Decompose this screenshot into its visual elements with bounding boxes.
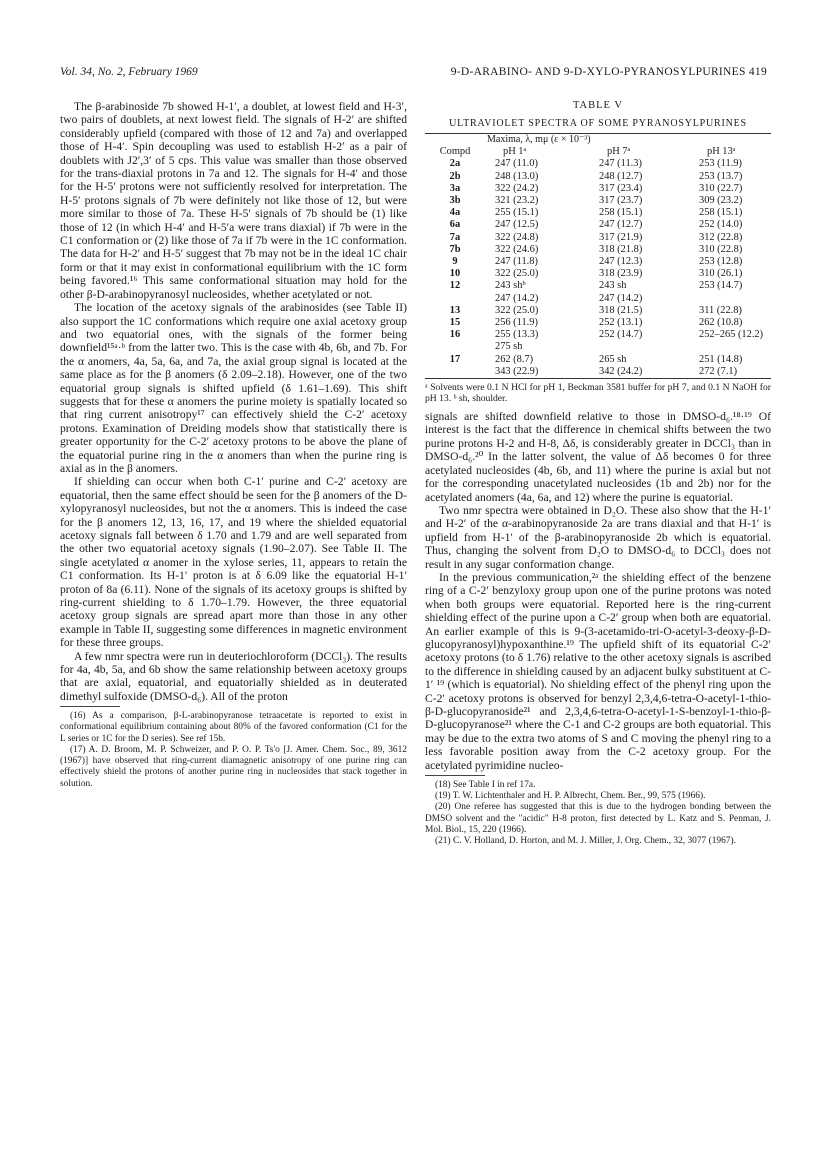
compound-cell: 6a [449,219,461,231]
paragraph: Two nmr spectra were obtained in D₂O. These also show that the H-1′ and H-2′ of the α-arabinopyranoside 2a are trans diaxial and that H-1′ is upfield from H-1′ of the β-arabinopyranoside 2b which is equatorial. Thus, changing the solvent from D₂O to DMSO-d₆ to DCCl₃ does not result in any sugar conformation change. [425,503,771,571]
value-cell: 253 (14.7) [699,280,743,292]
footnote: (16) As a comparison, β-L-arabinopyranose tetraacetate is reported to exist in conformational equilibrium containing about 80% of the favored conformation (C1 for the L series or 1C for the D series). See ref 15b. [60,711,407,744]
compound-cell: 3a [449,182,461,194]
value-cell: 252 (13.1) [599,317,643,329]
table-row [425,256,771,268]
value-cell: 258 (15.1) [599,207,643,219]
footnote-divider [425,775,485,776]
table-row [425,329,771,341]
value-cell: 262 (8.7) [495,353,534,365]
value-cell: 253 (13.7) [699,170,743,182]
value-cell: 318 (23.9) [599,268,643,280]
table-footnote: ᵃ Solvents were 0.1 N HCl for pH 1, Beckman 3581 buffer for pH 7, and 0.1 N NaOH for pH 13. ᵇ sh, shoulder. [425,382,771,405]
compound-cell: 7a [449,231,461,243]
value-cell: 247 (14.2) [599,292,643,304]
value-cell: 342 (24.2) [599,365,643,377]
table-title: ULTRAVIOLET SPECTRA OF SOME PYRANOSYLPURINES [449,118,747,129]
footnote: (21) C. V. Holland, D. Horton, and M. J. Miller, J. Org. Chem., 32, 3077 (1967). [435,836,736,847]
value-cell: 252–265 (12.2) [699,329,764,341]
compound-cell: 2a [449,158,461,170]
table-row [425,341,771,353]
table-row [425,158,771,170]
table-row [425,219,771,231]
compound-cell: 4a [449,207,461,219]
table-rule [425,378,771,379]
footnotes-left [60,711,407,789]
value-cell: 247 (14.2) [495,292,539,304]
value-cell: 252 (14.0) [699,219,743,231]
compound-cell: 7b [449,243,461,255]
value-cell: 253 (11.9) [699,158,742,170]
table-row [425,317,771,329]
value-cell: 310 (22.8) [699,243,743,255]
compound-cell: 3b [449,195,461,207]
value-cell: 310 (22.7) [699,182,743,194]
value-cell: 265 sh [599,353,627,365]
value-cell: 317 (23.7) [599,195,643,207]
compound-cell: 9 [452,256,458,268]
value-cell: 251 (14.8) [699,353,743,365]
table-row [425,268,771,280]
value-cell: 318 (21.5) [599,304,643,316]
value-cell: 247 (11.3) [599,158,642,170]
table-row [425,244,771,256]
value-cell [689,293,771,305]
value-cell: 253 (12.8) [699,256,743,268]
footnote-divider [60,706,120,707]
compound-cell [425,341,485,353]
value-cell: 312 (22.8) [699,231,743,243]
footnote: (19) T. W. Lichtenthaler and H. P. Albrecht, Chem. Ber., 99, 575 (1966). [435,791,706,802]
value-cell: 247 (12.5) [495,219,539,231]
value-cell: 262 (10.8) [699,317,743,329]
footnote: (20) One referee has suggested that this is due to the hydrogen bonding between the DMSO solvent and the "acidic" H-8 proton, first detected by L. Katz and S. Penman, J. Mol. Biol., 15, 220 (1966). [425,802,771,835]
value-cell: 272 (7.1) [699,365,738,377]
paragraph: If shielding can occur when both C-1′ purine and C-2′ acetoxy are equatorial, then the same effect should be seen for the β anomers of the D-xylopyranosyl nucleosides, but not the α anomers. This is indeed the case for the β anomers 12, 13, 16, 17, and 19 where the shielded equatorial acetoxy signals fall between δ 1.70 and 1.79 and are well separated from the other two equatorial acetoxy signals (1.90–2.07). See Table II. The single acetylated α anomer in the xylose series, 11, appears to retain the C1 conformation. Its H-1′ proton is at δ 6.09 like the equatorial H-1′ proton of 8a (6.11). None of the signals of its acetoxy groups is shifted by ring-current shielding to δ 1.70–1.79. However, the three equatorial acetoxy group signals are spread apart more than those in any other example in Table II, suggesting some differences in magnetic environment for these three groups. [60,475,407,650]
compound-cell: 15 [449,317,461,329]
value-cell: 322 (25.0) [495,268,539,280]
compound-cell [425,293,485,305]
compound-cell [425,366,485,378]
footnote: (17) A. D. Broom, M. P. Schweizer, and P. O. P. Ts'o [J. Amer. Chem. Soc., 89, 3612 (1967)] have observed that ring-current diamagnetic anisotropy of one purine ring can effectively shield the protons of another purine ring in nucleosides that stack together in solution. [60,744,407,789]
value-cell: 247 (12.7) [599,219,643,231]
table-label: TABLE V [572,100,623,111]
running-head [60,66,767,82]
column-header: pH 7ᵃ [607,146,631,158]
table-v [425,100,771,404]
table-row [425,183,771,195]
compound-cell: 17 [449,353,461,365]
value-cell [689,341,771,353]
paragraph: In the previous communication,²ᵃ the shielding effect of the benzene ring of a C-2′ benzyloxy group upon one of the purine protons was noted when both groups were equatorial. Reported here is the ring-current shielding effect of the purine upon a C-2′ group when both are equatorial. An earlier example of this is 9-(3-acetamido-tri-O-acetyl-3-deoxy-β-D-glucopyranosyl)hypoxanthine.¹⁹ The upfield shift of its equatorial C-2′ acetoxy protons (to δ 1.76) relative to the other acetoxy signals is ascribed to the difference in shielding caused by an adjacent bulky substituent at C-1′ ¹⁹ (which is equatorial). No shielding effect of the phenyl ring upon the C-2′ acetoxy protons is observed for benzyl 2,3,4,6-tetra-O-acetyl-1-thio-β-D-glucopyranoside²¹ and 2,3,4,6-tetra-O-acetyl-1-S-benzoyl-1-thio-β-D-glucopyranose²¹ where the C-1 and C-2 groups are both equatorial. This may be due to the extra two atoms of S and C moving the phenyl ring to a less favorable position away from the C-2 acetoxy group. For the acetylated pyrimidine nucleo- [425,570,771,772]
table-row [425,354,771,366]
value-cell: 243 sh [599,280,627,292]
footnotes-right [425,780,771,847]
maxima-header: Maxima, λ, mμ (ε × 10⁻³) [487,134,591,145]
paragraph: signals are shifted downfield relative to those in DMSO-d₆.¹⁸·¹⁹ Of interest is the fact that the difference in chemical shifts between the two purine protons H-2 and H-8, Δδ, is considerably greater in DCCl₃ than in DMSO-d₆.²⁰ In the latter solvent, the value of Δδ becomes 0 for three acetylated nucleosides (4b, 6b, and 11) where the purine is axial but not for the corresponding unacetylated nucleosides (1b and 2b) nor for the acetylated anomers (4a, 6a, and 12) where the purine is equatorial. [425,410,771,504]
value-cell: 248 (13.0) [495,170,539,182]
value-cell: 255 (13.3) [495,329,539,341]
column-header: pH 1ᵃ [503,146,527,158]
value-cell: 322 (24.8) [495,231,539,243]
paragraph: The β-arabinoside 7b showed H-1′, a doublet, at lowest field and H-3′, two pairs of doublets, at next lowest field. The signals of H-2′ are shifted considerably upfield (compared with those of 12 and 7a) and overlapped those of H-4′. Spin decoupling was used to establish H-2′ as a pair of doublets with J2′,3′ of 5 cps. This value was smaller than those observed for the trans-diaxial protons in 7a and 12. The signals for H-4′ and those for the H-5′ protons were not sufficiently resolved for interpretation. The H-5′ protons signals of 7b were definitely not like those of 12, but were more similar to those of 7a. These H-5′ signals of 7b should be (1) like those of 12 (in which H-4′ and H-5′a were trans diaxial) if 7b were in the C1 conformation or (2) like those of 7a if 7b were in the 1C conformation. The data for H-2′ and H-5′ suggest that 7b may not be in the ideal 1C chair form or that it may exist in conformational equilibrium with the 1C form being favored.¹⁶ This same conformational situation may hold for the other β-D-arabinopyranosyl nucleosides, whether acetylated or not. [60,100,407,301]
table-row [425,305,771,317]
value-cell: 317 (21.9) [599,231,643,243]
table-row [425,293,771,305]
value-cell: 311 (22.8) [699,304,742,316]
compound-cell: 2b [449,170,461,182]
paragraph: The location of the acetoxy signals of the arabinosides (see Table II) also support the 1C conformations which require one axial acetoxy group and two equatorial ones, with the signals of the former being downfield¹⁵ᵃ·ᵇ from the latter two. This is the case with 4b, 6b, and 7b. For the α anomers, 4a, 5a, 6a, and 7a, the axial group signal is located at the same place as for the β anomers (δ 2.09–2.18). However, one of the two equatorial group signals is shifted upfield (δ 1.61–1.69). This shift suggests that for these α anomers the purine moiety is spatially located so that ring current anisotropy¹⁷ can effectively shield the C-2′ acetoxy protons. Examination of Dreiding models show that statistically there is greater opportunity for the C-2′ acetoxy protons to be above the plane of the equatorial purine ring in the α anomers than when the purine ring is axial as in the β anomers. [60,301,407,475]
value-cell: 247 (11.8) [495,256,538,268]
value-cell: 322 (24.6) [495,243,539,255]
value-cell: 318 (21.8) [599,243,643,255]
value-cell [589,341,689,353]
running-head-right: 9-D-ARABINO- AND 9-D-XYLO-PYRANOSYLPURINES 419 [450,66,767,78]
table-row [425,232,771,244]
table-header-row [425,146,771,158]
table-row [425,171,771,183]
table-row [425,207,771,219]
value-cell: 321 (23.2) [495,195,539,207]
paragraph: A few nmr spectra were run in deuteriochloroform (DCCl₃). The results for 4a, 4b, 5a, and 6b show the same relationship between acetoxy groups that are axial, equatorial, and equatorially shielded as in deuterated dimethyl sulfoxide (DMSO-d₆). All of the proton [60,649,407,703]
compound-cell: 16 [449,329,461,341]
value-cell: 322 (25.0) [495,304,539,316]
value-cell: 255 (15.1) [495,207,539,219]
value-cell: 275 sh [495,341,523,353]
table-row [425,366,771,378]
compound-cell: 10 [449,268,461,280]
compound-cell: 12 [449,280,461,292]
value-cell: 322 (24.2) [495,182,539,194]
table-row [425,195,771,207]
footnote: (18) See Table I in ref 17a. [435,780,536,791]
value-cell: 310 (26.1) [699,268,743,280]
right-column [425,100,771,847]
value-cell: 317 (23.4) [599,182,643,194]
running-head-left: Vol. 34, No. 2, February 1969 [60,66,198,78]
column-header: Compd [439,146,471,158]
value-cell: 248 (12.7) [599,170,643,182]
column-header: pH 13ᵃ [707,146,736,158]
value-cell: 258 (15.1) [699,207,743,219]
value-cell: 247 (11.0) [495,158,538,170]
value-cell: 247 (12.3) [599,256,643,268]
left-column [60,100,407,790]
value-cell: 252 (14.7) [599,329,643,341]
uv-table [425,134,771,378]
table-row [425,280,771,292]
value-cell: 243 shᵇ [495,280,526,292]
compound-cell: 13 [449,304,461,316]
value-cell: 343 (22.9) [495,365,539,377]
value-cell: 309 (23.2) [699,195,743,207]
value-cell: 256 (11.9) [495,317,538,329]
